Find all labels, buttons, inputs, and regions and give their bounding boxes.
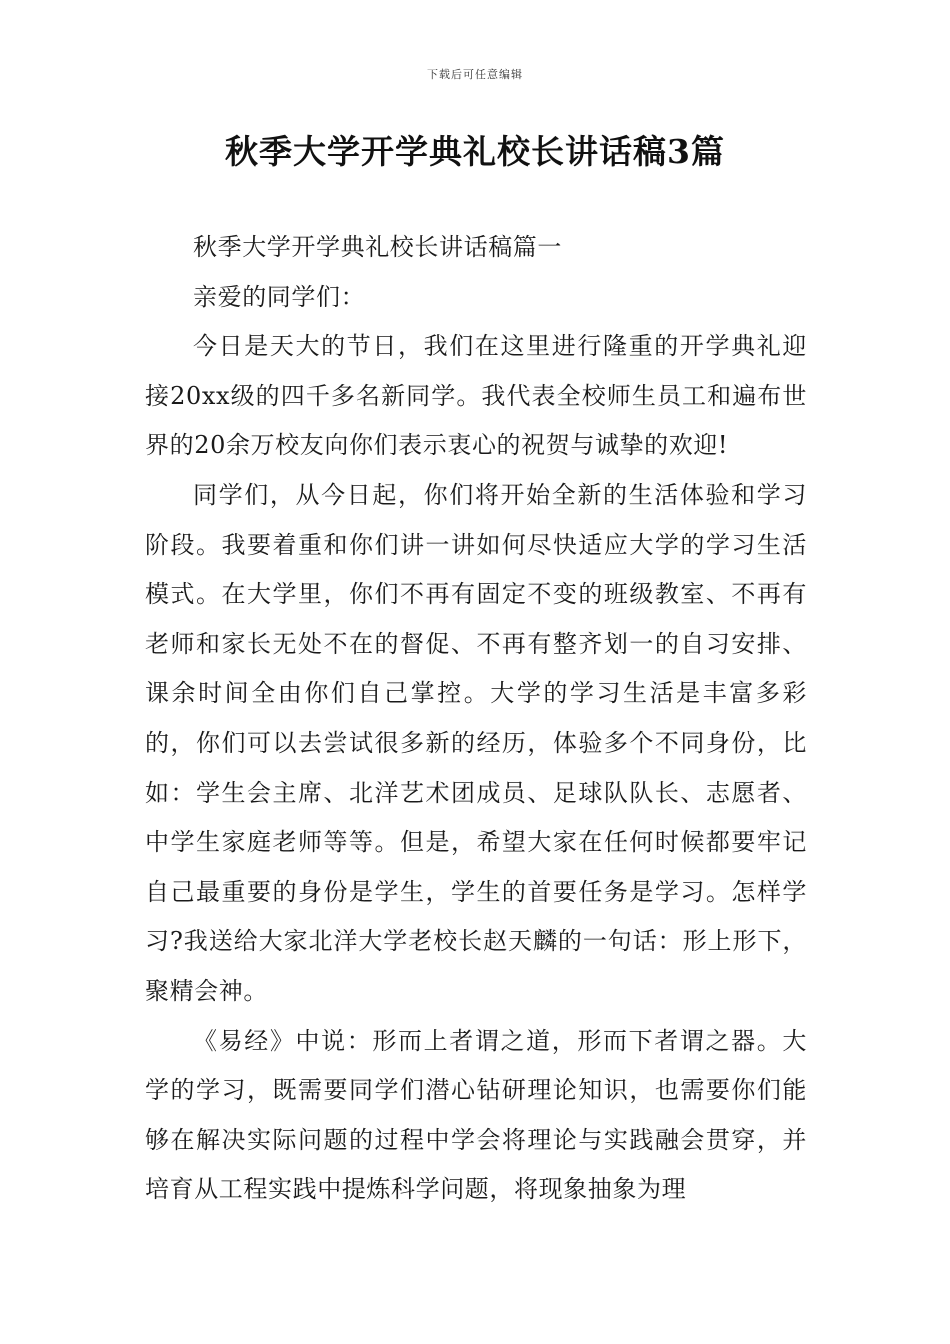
body-paragraph: 今日是天大的节日，我们在这里进行隆重的开学典礼迎接20xx级的四千多名新同学。我代表全校师生员工和遍布世界的20余万校友向你们表示衷心的祝贺与诚挚的欢迎! bbox=[145, 332, 807, 460]
body-paragraph: 《易经》中说：形而上者谓之道，形而下者谓之器。大学的学习，既需要同学们潜心钻研理论知识，也需要你们能够在解决实际问题的过程中学会将理论与实践融会贯穿，并培育从工程实践中提炼科学问题，将现象抽象为理 bbox=[145, 1026, 807, 1204]
document-title: 秋季大学开学典礼校长讲话稿3篇 bbox=[225, 132, 725, 171]
document-body bbox=[145, 223, 807, 1215]
body-paragraph: 同学们，从今日起，你们将开始全新的生活体验和学习阶段。我要着重和你们讲一讲如何尽快适应大学的学习生活模式。在大学里，你们不再有固定不变的班级教室、不再有老师和家长无处不在的督促、不再有整齐划一的自习安排、课余时间全由你们自己掌控。大学的学习生活是丰富多彩的，你们可以去尝试很多新的经历，体验多个不同身份，比如：学生会主席、北洋艺术团成员、足球队队长、志愿者、中学生家庭老师等等。但是，希望大家在任何时候都要牢记自己最重要的身份是学生，学生的首要任务是学习。怎样学习?我送给大家北洋大学老校长赵天麟的一句话：形上形下，聚精会神。 bbox=[145, 480, 807, 1005]
section-heading: 秋季大学开学典礼校长讲话稿篇一 bbox=[193, 233, 562, 261]
header-note: 下载后可任意编辑 bbox=[427, 68, 523, 81]
salutation: 亲爱的同学们： bbox=[193, 282, 366, 311]
